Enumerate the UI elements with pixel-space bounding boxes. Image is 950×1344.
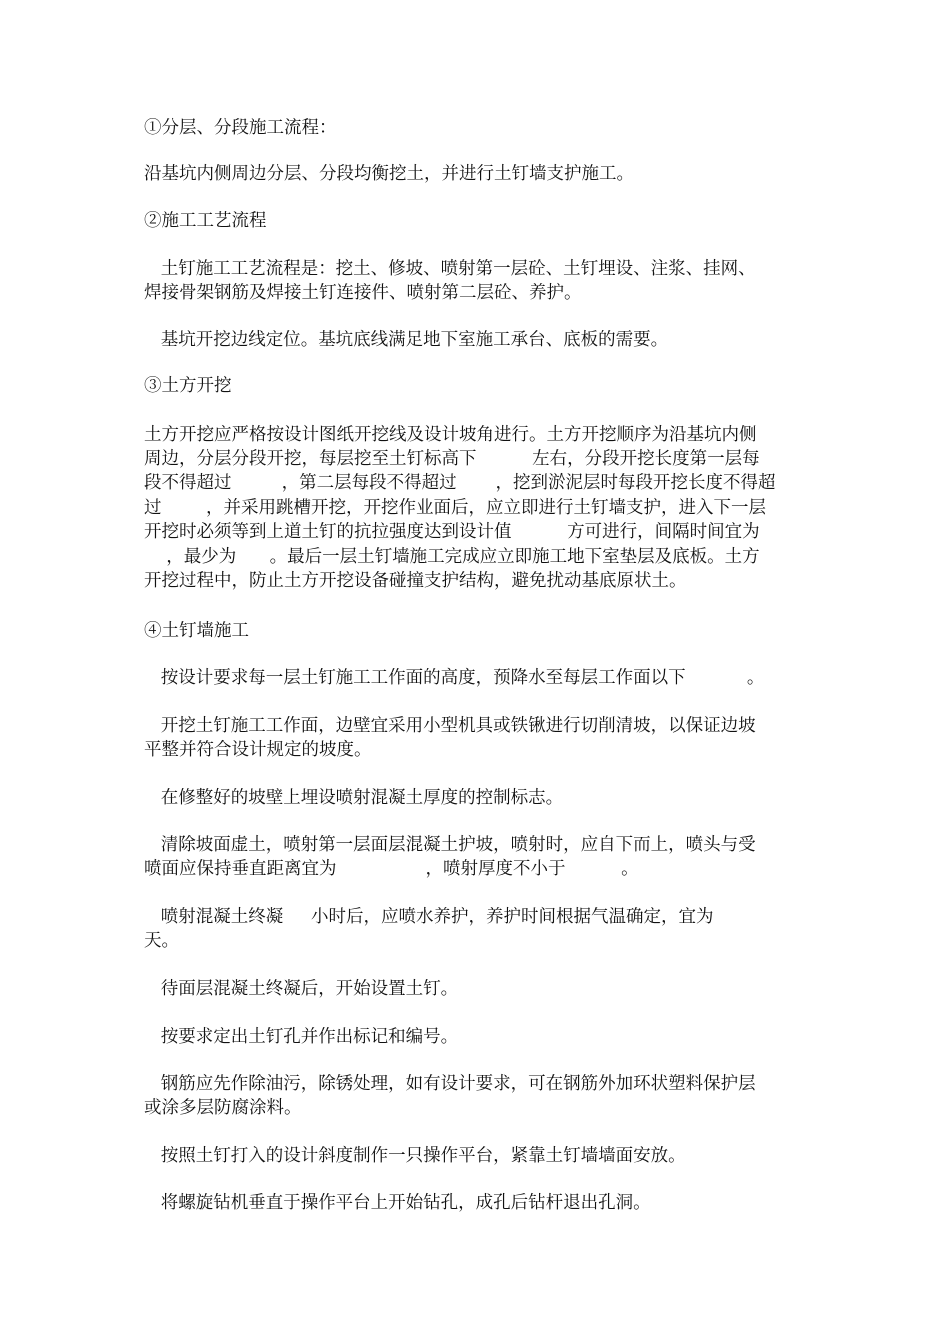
paragraph-line: 待面层混凝土终凝后，开始设置土钉。 [144,979,459,999]
paragraph-line: ，最少为 。最后一层土钉墙施工完成应立即施工地下室垫层及底板。土方 [144,547,760,567]
paragraph-line: 在修整好的坡壁上埋设喷射混凝土厚度的控制标志。 [144,788,564,808]
paragraph-line: 基坑开挖边线定位。基坑底线满足地下室施工承台、底板的需要。 [144,330,669,350]
paragraph-line: 开挖时必须等到上道土钉的抗拉强度达到设计值 方可进行，间隔时间宜为 [144,522,760,542]
paragraph-line: 或涂多层防腐涂料。 [144,1098,302,1118]
paragraph-line: 周边，分层分段开挖，每层挖至土钉标高下 左右，分段开挖长度第一层每 [144,449,760,469]
paragraph-line: 按要求定出土钉孔并作出标记和编号。 [144,1027,459,1047]
paragraph-line: 将螺旋钻机垂直于操作平台上开始钻孔，成孔后钻杆退出孔洞。 [144,1193,651,1213]
paragraph-line: 过 ，并采用跳槽开挖，开挖作业面后，应立即进行土钉墙支护，进入下一层 [144,498,766,518]
paragraph-line: 沿基坑内侧周边分层、分段均衡挖土，并进行土钉墙支护施工。 [144,164,634,184]
paragraph-line: 平整并符合设计规定的坡度。 [144,740,372,760]
paragraph-line: 开挖土钉施工工作面，边壁宜采用小型机具或铁锹进行切削清坡，以保证边坡 [144,716,756,736]
section-heading-1: ①分层、分段施工流程： [144,118,337,138]
section-heading-4: ④土钉墙施工 [144,621,249,641]
paragraph-line: 天。 [144,931,179,951]
paragraph-line: 土钉施工工艺流程是：挖土、修坡、喷射第一层砼、土钉埋设、注浆、挂网、 [144,259,756,279]
paragraph-line: 焊接骨架钢筋及焊接土钉连接件、喷射第二层砼、养护。 [144,283,582,303]
paragraph-line: 钢筋应先作除油污，除锈处理，如有设计要求，可在钢筋外加环状塑料保护层 [144,1074,756,1094]
paragraph-line: 按照土钉打入的设计斜度制作一只操作平台，紧靠土钉墙墙面安放。 [144,1146,686,1166]
paragraph-line: 段不得超过 ，第二层每段不得超过 ，挖到淤泥层时每段开挖长度不得超 [144,473,776,493]
paragraph-line: 土方开挖应严格按设计图纸开挖线及设计坡角进行。土方开挖顺序为沿基坑内侧 [144,425,757,445]
section-heading-3: ③土方开挖 [144,376,232,396]
paragraph-line: 喷面应保持垂直距离宜为 ，喷射厚度不小于 。 [144,859,639,879]
paragraph-line: 清除坡面虚土，喷射第一层面层混凝土护坡，喷射时，应自下而上，喷头与受 [144,835,756,855]
paragraph-line: 开挖过程中，防止土方开挖设备碰撞支护结构，避免扰动基底原状土。 [144,571,687,591]
section-heading-2: ②施工工艺流程 [144,211,267,231]
paragraph-line: 喷射混凝土终凝 小时后，应喷水养护，养护时间根据气温确定，宜为 [144,907,714,927]
paragraph-line: 按设计要求每一层土钉施工工作面的高度，预降水至每层工作面以下 。 [144,668,765,688]
